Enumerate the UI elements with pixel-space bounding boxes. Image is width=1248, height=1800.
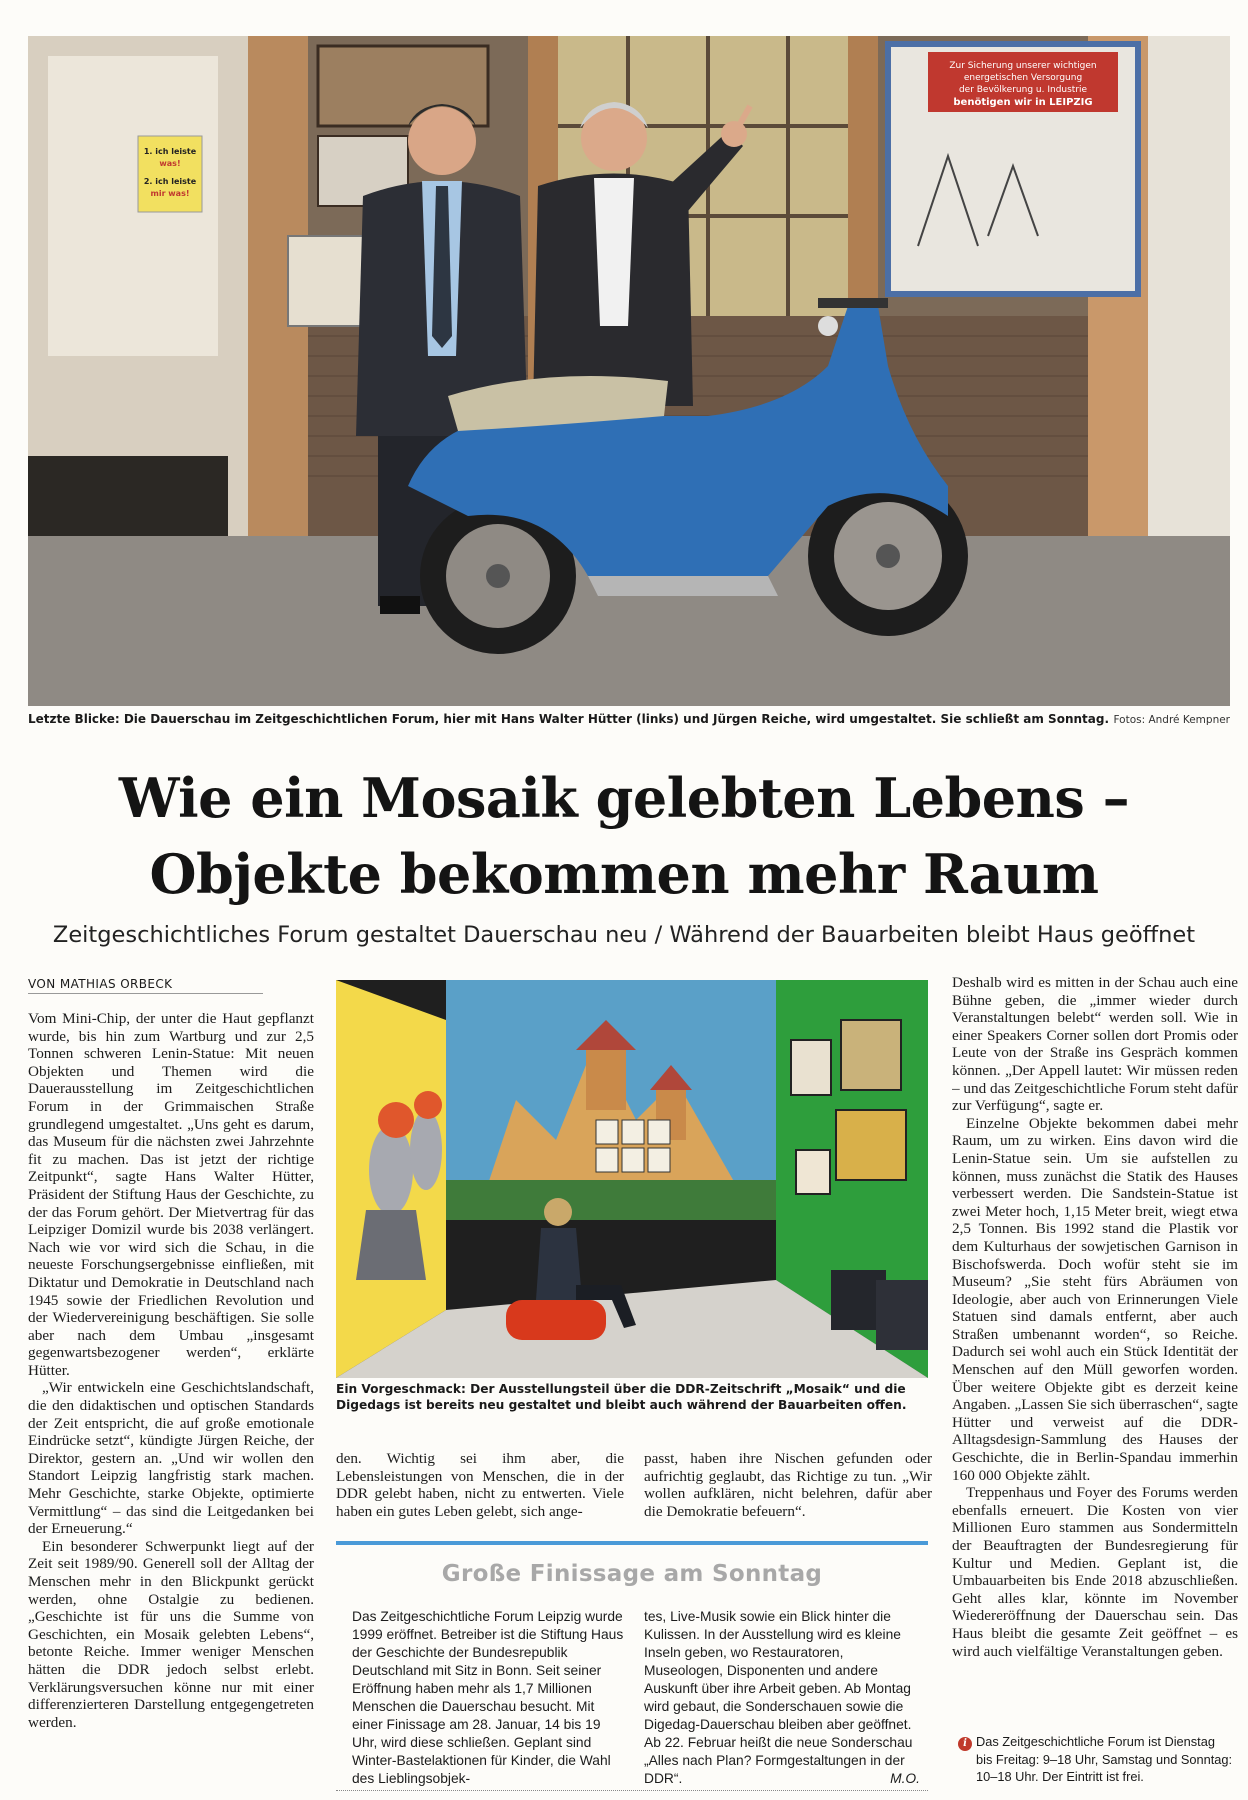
top-photo-caption: Letzte Blicke: Die Dauerschau im Zeitgeschichtlichen Forum, hier mit Hans Walter Hütter (links) und Jürgen Reiche, wird umgestaltet. Sie schließt am Sonntag. xyxy=(28,712,1110,726)
sign-line-3: 2. ich leiste xyxy=(143,177,197,186)
article-column-2-part-a: den. Wichtig sei ihm aber, die Lebensleistungen von Menschen, die in der DDR gelebt haben, nicht zu entwerten. Viele haben ein gutes Leben gelebt, sich ange- xyxy=(336,1450,624,1520)
top-photo xyxy=(28,36,1230,706)
headline-line-2: Objekte bekommen mehr Raum xyxy=(149,842,1099,906)
info-box-rule xyxy=(336,1541,928,1545)
sign-line-1: 1. ich leiste xyxy=(143,147,197,156)
paragraph: Einzelne Objekte bekommen dabei mehr Raum, um zu wirken. Eins davon wird die Lenin-Statue sein. Um sie aufstellen zu können, muss zunächst die Statik des Hauses verbessert werden. Die Sandstein-Statue ist zwei Meter hoch, 1,15 Meter breit, wiegt etwa 2,5 Tonnen. Bis 1992 stand die Plastik vor dem Kulturhaus der sowjetischen Garnison in Bischofswerda. Doch wofür steht sie im Museum? „Sie steht fürs Abräumen von Ideologie, aber auch von Erinnerungen Viele Statuen sind damals entfernt, aber auch Straßen umbenannt worden“, so Reiche. Dadurch sei wohl auch ein Stück Identität der Menschen auf den Müll geworfen worden. Über weitere Objekte gibt es derzeit keine Angaben. „Lassen Sie sich überraschen“, sagte Hütter und verweist auf die DDR-Alltagsdesign-Sammlung des Hauses der Geschichte, die in Berlin-Spandau immerhin 160 000 Objekte zählt. xyxy=(952,1114,1238,1484)
opening-hours-line-1: Das Zeitgeschichtliche Forum ist Dienstag xyxy=(976,1734,1215,1749)
mid-photo-caption: Ein Vorgeschmack: Der Ausstellungsteil über die DDR-Zeitschrift „Mosaik“ und die Digedags ist bereits neu gestaltet und bleibt auch während der Bauarbeiten offen. xyxy=(336,1382,907,1412)
opening-hours-note xyxy=(958,1733,1238,1785)
poster-line-3: der Bevölkerung u. Industrie xyxy=(958,85,1088,95)
headline xyxy=(40,760,1208,912)
article-column-3 xyxy=(952,974,1238,1794)
byline: VON MATHIAS ORBECK xyxy=(28,977,263,994)
paragraph: Deshalb wird es mitten in der Schau auch eine Bühne geben, die „immer wieder durch Veranstaltungen belebt“ werden soll. Wie in einer Speakers Corner sollen dort Promis oder Leute von der Straße ins Gespräch kommen können. „Der Appell lautet: Wir müssen reden – und das Zeitgeschichtliche Forum steht dafür zur Verfügung“, sagte er. xyxy=(952,974,1238,1115)
article-column-1 xyxy=(28,1010,314,1794)
mosaik-exhibit-illustration xyxy=(336,980,928,1378)
poster-line-1: Zur Sicherung unserer wichtigen xyxy=(949,61,1097,71)
paragraph: Ein besonderer Schwerpunkt liegt auf der Zeit seit 1989/90. Generell soll der Alltag der Menschen mehr in den Blickpunkt gerückt werden, ohne Ostalgie zu bedienen. „Geschichte ist für uns die Summe von Geschichten, ein Mosaik gelebten Lebens“, betonte Reiche. Immer weniger Menschen hätten die DDR jedoch selbst erlebt. Verklärungsversuchen könne nur mit einer differenzierteren Darstellung entgegengetreten werden. xyxy=(28,1537,314,1731)
article-column-2-part-b: passt, haben ihre Nischen gefunden oder aufrichtig geglaubt, das Richtige zu tun. „Wir wollen aufklären, nicht belehren, dafür aber die Demokratie befeuern“. xyxy=(644,1450,932,1520)
paragraph: „Wir entwickeln eine Geschichtslandschaft, die den didaktischen und optischen Standards der Zeit entspricht, die auf große emotionale Eindrücke setzt“, kündigte Jürgen Reiche, der Direktor, gestern an. „Und wir wollen den Standort Leipzig langfristig stark machen. Mehr Geschichte, starke Objekte, optimierte Vermittlung“ – das sind die Leitgedanken bei der Erneuerung.“ xyxy=(28,1379,314,1538)
museum-scene-illustration xyxy=(28,36,1230,706)
sign-line-2: was! xyxy=(159,159,181,168)
mosaik-exhibit-photo xyxy=(336,980,928,1378)
author-initials: M.O. xyxy=(890,1771,920,1786)
poster-line-2: energetischen Versorgung xyxy=(963,73,1083,83)
info-box-title: Große Finissage am Sonntag xyxy=(441,1561,823,1587)
poster-line-4: benötigen wir in LEIPZIG xyxy=(953,97,1093,108)
paragraph: Vom Mini-Chip, der unter die Haut gepflanzt wurde, bis hin zum Wartburg und zur 2,5 Tonnen schweren Lenin-Statue: Mit neuen Objekten und Themen wird die Dauerausstellung im Zeitgeschichtlichen Forum in der Grimmaischen Straße grundlegend umgestaltet. „Uns geht es darum, das Museum für die nächsten zwei Jahrzehnte fit zu machen. Das ist jetzt der richtige Zeitpunkt“, sagte Hans Walter Hütter, Präsident der Stiftung Haus der Geschichte, zu der das Forum gehört. Der Mietvertrag für das Leipziger Domizil wurde bis 2038 verlängert. Nach wie vor wird sich die Schau, in die neueste Forschungsergebnisse einfließen, mit Diktatur und Demokratie in Deutschland nach 1945 sowie der Friedlichen Revolution und der Wiedervereinigung beschäftigen. Sie solle aber nach dem Umbau „insgesamt gegenwartsbezogener werden“, erklärte Hütter. xyxy=(28,1010,314,1379)
info-box-column-2-text: tes, Live-Musik sowie ein Blick hinter die Kulissen. In der Ausstellung wird es kleine Inseln geben, wo Restauratoren, Museologen, Disponenten und andere Auskunft über ihre Arbeit geben. Ab Montag wird gebaut, die Sonderschauen sowie die Digedag-Dauerschau bleiben aber geöffnet. Ab 22. Februar heißt die neue Sonderschau „Alles nach Plan? Formgestaltungen in der DDR“. xyxy=(644,1609,913,1786)
opening-hours-line-2: bis Freitag: 9–18 Uhr, Samstag und Sonntag: 10–18 Uhr. Der Eintritt ist frei. xyxy=(976,1752,1233,1784)
subheadline: Zeitgeschichtliches Forum gestaltet Dauerschau neu / Während der Bauarbeiten bleibt Haus geöffnet xyxy=(52,922,1196,948)
paragraph: Treppenhaus und Foyer des Forums werden ebenfalls erneuert. Die Kosten von vier Millionen Euro stammen aus Sondermitteln der Beauftragten der Bundesregierung für Kultur und Medien. Geplant ist, die Umbauarbeiten bis Ende 2018 abzuschließen. Geht alles klar, könnte im November Wiedereröffnung der Dauerschau sein. Das Haus bleibt die gesamte Zeit geöffnet – es wird auch vielfältige Veranstaltungen geben. xyxy=(952,1484,1238,1660)
sign-line-4: mir was! xyxy=(150,189,190,198)
info-icon: i xyxy=(958,1737,972,1751)
info-box-column-2 xyxy=(644,1608,920,1788)
headline-line-1: Wie ein Mosaik gelebten Lebens – xyxy=(118,766,1130,830)
red-bench xyxy=(506,1300,606,1340)
info-box-column-1: Das Zeitgeschichtliche Forum Leipzig wurde 1999 eröffnet. Betreiber ist die Stiftung Haus der Geschichte der Bundesrepublik Deutschland mit Sitz in Bonn. Seit seiner Eröffnung haben mehr als 1,7 Millionen Menschen die Dauerschau besucht. Mit einer Finissage am 28. Januar, 14 bis 19 Uhr, wird diese schließen. Geplant sind Winter-Bastelaktionen für Kinder, die Wahl des Lieblingsobjek- xyxy=(352,1609,624,1786)
photo-credit: Fotos: André Kempner xyxy=(1113,714,1230,726)
info-box-dotted-rule xyxy=(336,1790,928,1791)
